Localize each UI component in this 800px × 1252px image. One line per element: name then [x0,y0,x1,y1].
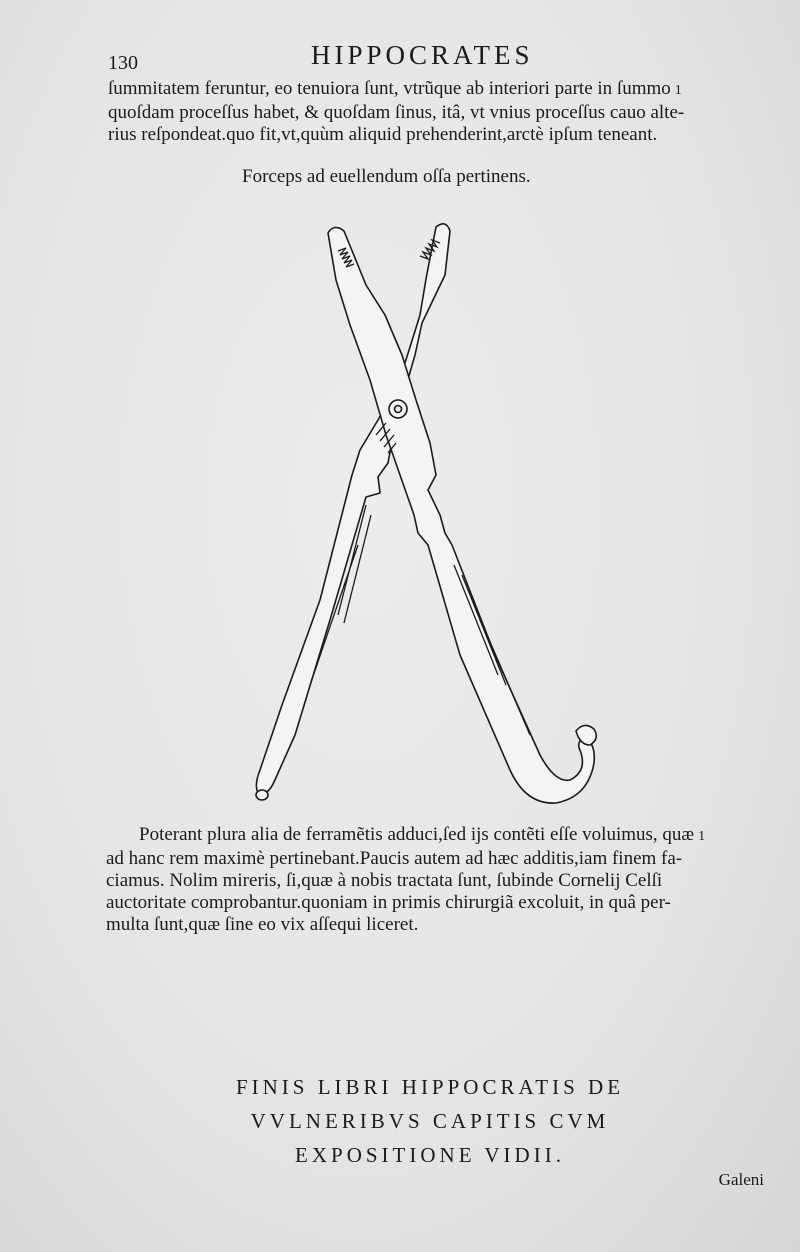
figure-caption: Forceps ad euellendum oſſa pertinens. [242,166,531,187]
text-line: multa ſunt,quæ ſine eo vix aſſequi liceret. [106,914,419,935]
text-line: ſummitatem feruntur, eo tenuiora ſunt, vtrũque ab interiori parte in ſummo 1 [108,78,682,99]
margin-mark: 1 [674,83,682,98]
text-line: rius reſpondeat.quo fit,vt,quùm aliquid prehenderint,arctè ipſum teneant. [108,124,658,145]
forceps-pivot [389,400,407,418]
text-line: ciamus. Nolim mireris, ſi,quæ à nobis tractata ſunt, ſubinde Cornelij Celſi [106,870,663,891]
forceps-finial [256,790,268,800]
text-line: quoſdam proceſſus habet, & quoſdam ſinus, itâ, vt vnius proceſſus cauo alte- [108,102,685,123]
text-line: ad hanc rem maximè pertinebant.Paucis autem ad hæc additis,iam finem fa- [106,848,683,869]
forceps-arm-right-handle [328,227,594,803]
text-line: Poterant plura alia de ferramẽtis adduci,ſed ijs contẽti eſſe voluimus, quæ 1 [139,824,706,845]
page-header [108,40,748,80]
forceps-illustration [240,215,610,815]
page-number: 130 [108,52,138,74]
colophon-line: VVLNERIBVS CAPITIS CVM [250,1109,610,1133]
colophon-line: EXPOSITIONE VIDII. [295,1143,565,1167]
text-line: auctoritate comprobantur.quoniam in primis chirurgiã excoluit, in quâ per- [106,892,671,913]
bottom-paragraph [106,824,746,936]
colophon [150,1070,710,1172]
catchword: Galeni [718,1170,764,1189]
colophon-line: FINIS LIBRI HIPPOCRATIS DE [235,1075,625,1099]
running-head: HIPPOCRATES [311,40,534,70]
top-paragraph [108,78,738,146]
margin-mark: 1 [698,829,706,844]
